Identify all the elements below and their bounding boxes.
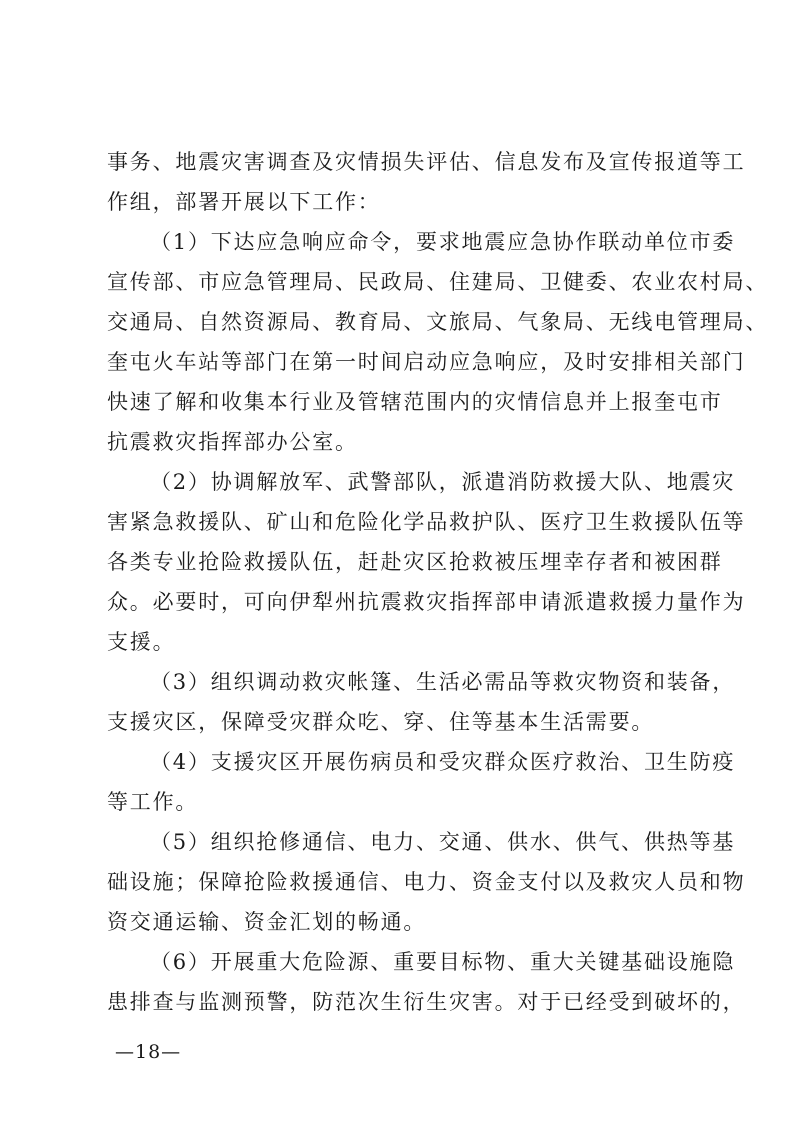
paragraph-2-start: （2）协调解放军、武警部队，派遣消防救援大队、地震灾 [150,470,736,494]
text-line: 抗震救灾指挥部办公室。 [107,430,358,454]
text-line: 支援灾区，保障受灾群众吃、穿、住等基本生活需要。 [107,710,655,734]
text-line: 础设施；保障抢险救援通信、电力、资金支付以及救灾人员和物 [107,870,746,894]
paragraph-1-start: （1）下达应急响应命令，要求地震应急协作联动单位市委 [150,230,736,254]
text-line: 患排查与监测预警，防范次生衍生灾害。对于已经受到破坏的， [107,990,746,1014]
paragraph-6-start: （6）开展重大危险源、重要目标物、重大关键基础设施隐 [150,950,736,974]
text-line: 交通局、自然资源局、教育局、文旅局、气象局、无线电管理局、 [107,310,769,334]
text-line: 作组，部署开展以下工作： [107,190,381,214]
text-line: 奎屯火车站等部门在第一时间启动应急响应，及时安排相关部门 [107,350,746,374]
page-number: —18— [115,1041,182,1063]
text-line: 众。必要时，可向伊犁州抗震救灾指挥部申请派遣救援力量作为 [107,590,746,614]
paragraph-3-start: （3）组织调动救灾帐篷、生活必需品等救灾物资和装备， [150,670,736,694]
paragraph-5-start: （5）组织抢修通信、电力、交通、供水、供气、供热等基 [150,830,736,854]
text-line: 宣传部、市应急管理局、民政局、住建局、卫健委、农业农村局、 [107,270,769,294]
text-line: 事务、地震灾害调查及灾情损失评估、信息发布及宣传报道等工 [107,150,746,174]
text-line: 害紧急救援队、矿山和危险化学品救护队、医疗卫生救援队伍等 [107,510,746,534]
text-line: 等工作。 [107,790,199,814]
paragraph-4-start: （4）支援灾区开展伤病员和受灾群众医疗救治、卫生防疫 [150,750,736,774]
text-line: 快速了解和收集本行业及管辖范围内的灾情信息并上报奎屯市 [107,390,723,414]
text-line: 支援。 [107,630,176,654]
text-line: 资交通运输、资金汇划的畅通。 [107,910,427,934]
text-line: 各类专业抢险救援队伍，赶赴灾区抢救被压埋幸存者和被困群 [107,550,723,574]
